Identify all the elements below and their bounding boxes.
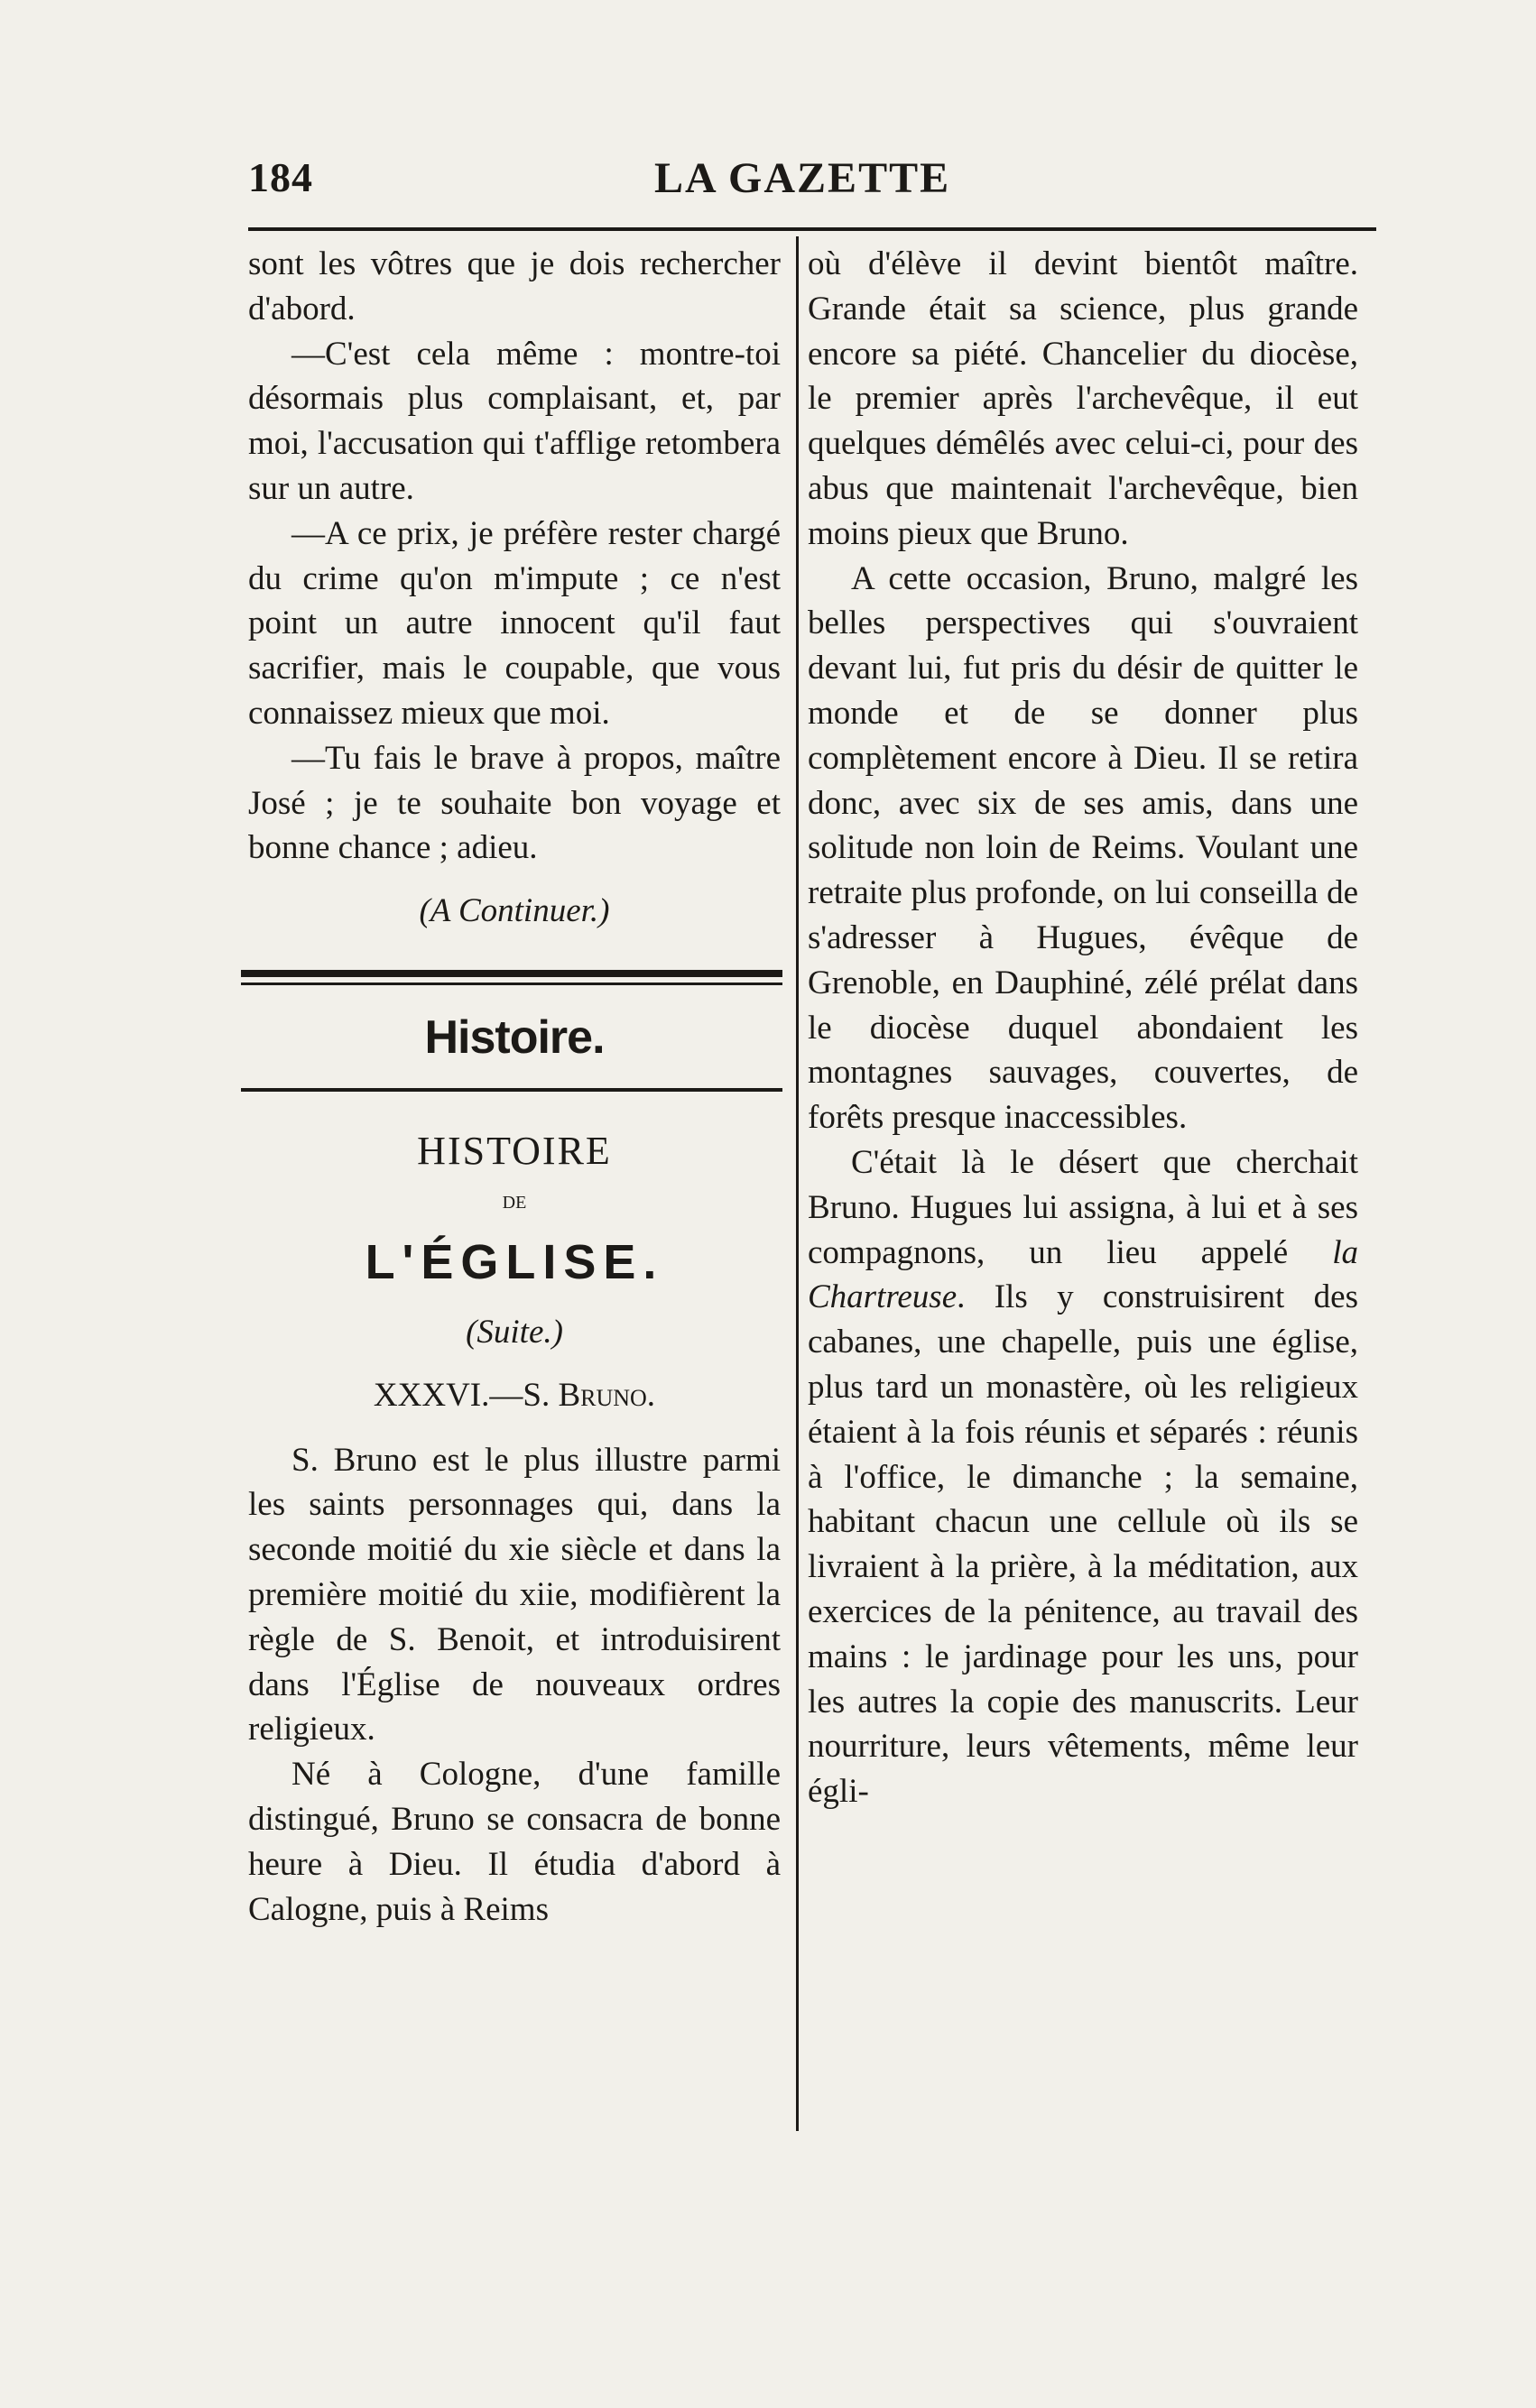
journal-title: LA GAZETTE [654,154,951,202]
paragraph-text: . Ils y construisirent des cabanes, une chapelle, puis une église, plus tard un monastère, où les religieux étaient à la fois réunis et séparés : réunis à l'office, le dimanche ; la semaine, habitant chacun une cellule où ils se livraient à la prière, à la méditation, aux exercices de la pénitence, au travail des mains : le jardinage pour les uns, pour les autres la copie des manuscrits. Leur nourriture, leurs vêtements, même leur égli- [808,1278,1358,1811]
dialogue-paragraph: sont les vôtres que je dois rechercher d'abord. [248,245,781,328]
dialogue-paragraph: —Tu fais le brave à propos, maître José ; je te souhaite bon voyage et bonne chance ; adieu. [248,739,781,867]
body-paragraph: Né à Cologne, d'une famille distingué, Bruno se consacra de bonne heure à Dieu. Il étudia d'abord à Calogne, puis à Reims [248,1756,781,1928]
dialogue-paragraph: —A ce prix, je préfère rester chargé du crime qu'on m'impute ; ce n'est point un autre innocent qu'il faut sacrifier, mais le coupable, que vous connaissez mieux que moi. [248,514,781,732]
section-title: Histoire. [424,1010,605,1064]
right-column [808,242,1358,1814]
article-de: DE [502,1192,527,1213]
body-paragraph: A cette occasion, Bruno, malgré les belles perspectives qui s'ouvraient devant lui, fut pris du désir de quitter le monde et de se donner plus complètement encore à Dieu. Il se retira donc, avec six de ses amis, dans une solitude non loin de Reims. Voulant une retraite plus profonde, on lui conseilla de s'adresser à Hugues, évêque de Grenoble, en Dauphiné, zélé prélat dans le diocèse duquel abondaient les montagnes sauvages, couvertes, de forêts presque inaccessibles. [808,559,1358,1137]
paragraph-text: C'était là le désert que cherchait Bruno. Hugues lui assigna, à lui et à ses compagnons, un lieu appelé [808,1143,1358,1271]
article-subject: L'ÉGLISE. [365,1234,664,1289]
section-rule [241,1088,782,1092]
page-header [248,153,1376,217]
header-rule [248,227,1376,231]
section-separator [241,970,782,985]
body-paragraph: S. Bruno est le plus illustre parmi les saints personnages qui, dans la seconde moitié du xie siècle et dans la première moitié du xiie, modifièrent la règle de S. Benoit, et introduisirent dans l'Église de nouveaux ordres religieux. [248,1441,781,1748]
column-divider [796,236,799,2131]
continue-note: (A Continuer.) [419,892,610,930]
article-suite: (Suite.) [466,1313,563,1351]
article-title: HISTOIRE [417,1128,612,1173]
left-column [248,242,781,1932]
chapter-heading [248,1373,781,1418]
chapter-name: Bruno. [558,1376,656,1414]
chapter-number: XXXVI.—S. [373,1376,559,1414]
body-paragraph: où d'élève il devint bientôt maître. Grande était sa science, plus grande encore sa piété. Chancelier du diocèse, le premier après l'archevêque, il eut quelques démêlés avec celui-ci, pour des abus que maintenait l'archevêque, bien moins pieux que Bruno. [808,245,1358,552]
place-name: la Chartreuse [808,1233,1358,1316]
dialogue-paragraph: —C'est cela même : montre-toi désormais plus complaisant, et, par moi, l'accusation qui t'afflige retombera sur un autre. [248,335,781,507]
body-paragraph [808,1140,1358,1814]
page-number: 184 [248,154,313,200]
